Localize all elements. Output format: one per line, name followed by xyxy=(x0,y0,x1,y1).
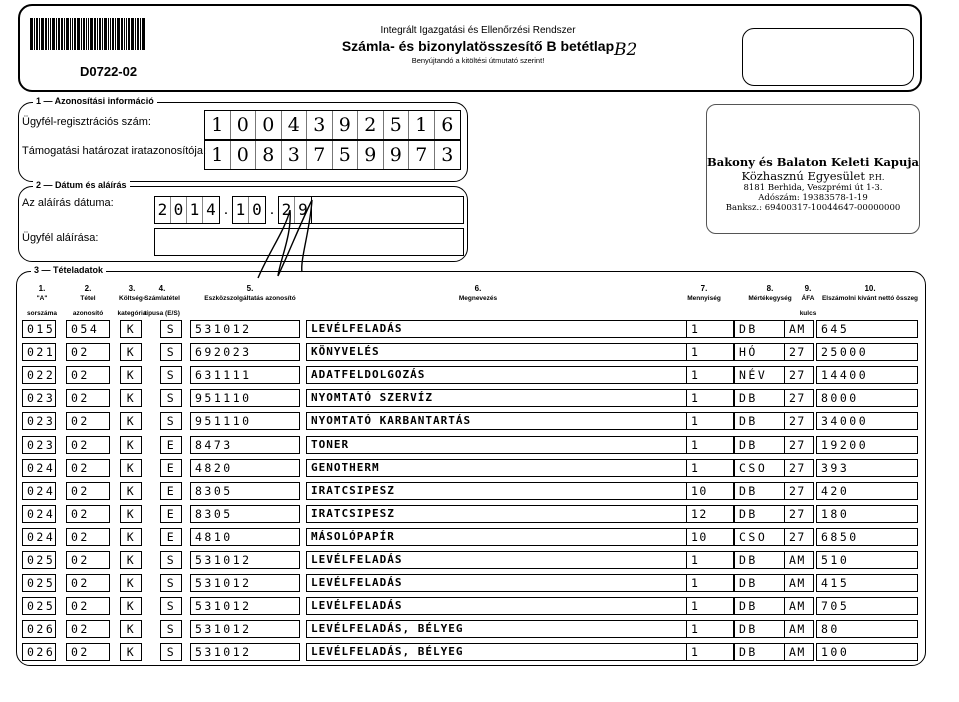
column-subtitle: kulcs xyxy=(799,310,817,317)
cell-c[interactable]: K xyxy=(120,482,142,500)
cell-g[interactable]: 12 xyxy=(686,505,734,523)
cell-j[interactable]: 180 xyxy=(816,505,918,523)
column-number: 3. xyxy=(128,284,136,293)
cell-a[interactable]: 025 xyxy=(22,597,56,615)
cell-e[interactable]: 531012 xyxy=(190,597,300,615)
cell-b[interactable]: 02 xyxy=(66,436,110,454)
barcode-bar xyxy=(74,18,76,50)
table-row xyxy=(20,459,920,477)
column-title: Eszközszolgáltatás azonosító xyxy=(204,295,296,302)
cell-g[interactable]: 1 xyxy=(686,412,734,430)
cell-j[interactable]: 393 xyxy=(816,459,918,477)
cell-b[interactable]: 02 xyxy=(66,412,110,430)
cell-e[interactable]: 631111 xyxy=(190,366,300,384)
digit-cell: 1 xyxy=(233,197,249,223)
instruction-text: Benyújtandó a kitöltési útmutató szerint! xyxy=(411,56,545,65)
digit-cell: 1 xyxy=(205,141,231,169)
barcode-bar xyxy=(104,18,107,50)
cell-i[interactable]: 27 xyxy=(784,343,814,361)
barcode-bar xyxy=(142,18,145,50)
digit-cell: 7 xyxy=(307,141,333,169)
stamp-tax-id: Adószám: 19383578-1-19 xyxy=(758,193,868,203)
cell-f[interactable]: LEVÉLFELADÁS xyxy=(306,320,692,338)
table-row xyxy=(20,528,920,546)
cell-e[interactable]: 531012 xyxy=(190,620,300,638)
barcode-bar xyxy=(88,18,89,50)
cell-d[interactable]: S xyxy=(160,643,182,661)
cell-d[interactable]: E xyxy=(160,459,182,477)
cell-h[interactable]: DB xyxy=(734,412,800,430)
column-header xyxy=(679,294,729,303)
cell-j[interactable]: 14400 xyxy=(816,366,918,384)
cell-c[interactable]: K xyxy=(120,597,142,615)
table-row xyxy=(20,597,920,615)
cell-h[interactable]: HÓ xyxy=(734,343,800,361)
cell-a[interactable]: 023 xyxy=(22,436,56,454)
stamp-address: 8181 Berhida, Veszprémi út 1-3. xyxy=(743,183,883,193)
cell-f[interactable]: NYOMTATÓ KARBANTARTÁS xyxy=(306,412,692,430)
cell-c[interactable]: K xyxy=(120,551,142,569)
cell-f[interactable]: MÁSOLÓPAPÍR xyxy=(306,528,692,546)
cell-i[interactable]: AM xyxy=(784,551,814,569)
digit-cell: 1 xyxy=(187,197,203,223)
column-number: 6. xyxy=(474,284,482,293)
column-header xyxy=(740,294,800,303)
cell-i[interactable]: AM xyxy=(784,643,814,661)
barcode-bar xyxy=(36,18,38,50)
cell-a[interactable]: 024 xyxy=(22,482,56,500)
table-row xyxy=(20,343,920,361)
barcode-bar xyxy=(81,18,82,50)
cell-e[interactable]: 4810 xyxy=(190,528,300,546)
barcode-bar xyxy=(50,18,51,50)
cell-c[interactable]: K xyxy=(120,320,142,338)
barcode-bar xyxy=(126,18,127,50)
cell-g[interactable]: 1 xyxy=(686,597,734,615)
digit-cell: 9 xyxy=(358,141,384,169)
column-number: 1. xyxy=(38,284,46,293)
cell-b[interactable]: 02 xyxy=(66,482,110,500)
cell-d[interactable]: S xyxy=(160,412,182,430)
cell-g[interactable]: 1 xyxy=(686,366,734,384)
digit-cell: 3 xyxy=(307,111,333,139)
barcode-bar xyxy=(83,18,85,50)
cell-e[interactable]: 951110 xyxy=(190,412,300,430)
cell-a[interactable]: 024 xyxy=(22,459,56,477)
cell-b[interactable]: 02 xyxy=(66,620,110,638)
cell-j[interactable]: 19200 xyxy=(816,436,918,454)
date-year[interactable] xyxy=(154,196,220,224)
column-header xyxy=(190,294,310,303)
cell-f[interactable]: IRATCSIPESZ xyxy=(306,482,692,500)
cell-d[interactable]: S xyxy=(160,620,182,638)
barcode-bar xyxy=(77,18,80,50)
cell-j[interactable]: 80 xyxy=(816,620,918,638)
column-title: Mértékegység xyxy=(748,295,792,302)
digit-cell: 0 xyxy=(252,200,262,219)
barcode-bar xyxy=(56,18,57,50)
cell-c[interactable]: K xyxy=(120,574,142,592)
barcode-bar xyxy=(61,18,63,50)
digit-cell: 0 xyxy=(231,111,257,139)
cell-j[interactable]: 25000 xyxy=(816,343,918,361)
cell-f[interactable]: TONER xyxy=(306,436,692,454)
cell-e[interactable]: 8305 xyxy=(190,482,300,500)
column-title: ÁFA xyxy=(801,295,815,302)
cell-i[interactable]: 27 xyxy=(784,505,814,523)
cell-i[interactable]: 27 xyxy=(784,412,814,430)
cell-b[interactable]: 02 xyxy=(66,366,110,384)
barcode-bar xyxy=(102,18,103,50)
cell-h[interactable]: CSO xyxy=(734,528,800,546)
cell-b[interactable]: 02 xyxy=(66,459,110,477)
cell-d[interactable]: S xyxy=(160,320,182,338)
cell-f[interactable]: LEVÉLFELADÁS, BÉLYEG xyxy=(306,620,692,638)
barcode-bar xyxy=(108,18,109,50)
cell-c[interactable]: K xyxy=(120,505,142,523)
client-reg-number-field[interactable] xyxy=(204,110,461,140)
cell-b[interactable]: 02 xyxy=(66,574,110,592)
date-separator: . xyxy=(223,201,229,218)
table-row xyxy=(20,389,920,407)
cell-i[interactable]: 27 xyxy=(784,482,814,500)
cell-j[interactable]: 100 xyxy=(816,643,918,661)
column-subtitle: kategória xyxy=(117,310,147,317)
cell-i[interactable]: AM xyxy=(784,574,814,592)
barcode-bar xyxy=(34,18,35,50)
barcode xyxy=(30,18,178,50)
cell-b[interactable]: 02 xyxy=(66,389,110,407)
barcode-bar xyxy=(45,18,47,50)
cell-f[interactable]: IRATCSIPESZ xyxy=(306,505,692,523)
cell-e[interactable]: 531012 xyxy=(190,574,300,592)
cell-a[interactable]: 025 xyxy=(22,574,56,592)
cell-a[interactable]: 023 xyxy=(22,412,56,430)
cell-h[interactable]: DB xyxy=(734,320,800,338)
table-row xyxy=(20,505,920,523)
barcode-bar xyxy=(112,18,114,50)
column-title: Megnevezés xyxy=(458,295,498,302)
table-row xyxy=(20,551,920,569)
barcode-bar xyxy=(52,18,55,50)
form-code: D0722-02 xyxy=(80,64,138,79)
grant-id-label: Támogatási határozat iratazonosítója: xyxy=(22,145,207,157)
cell-h[interactable]: DB xyxy=(734,620,800,638)
cell-e[interactable]: 531012 xyxy=(190,551,300,569)
cell-f[interactable]: LEVÉLFELADÁS xyxy=(306,574,692,592)
stamp-ph: P.H. xyxy=(868,173,885,182)
digit-cell: 5 xyxy=(333,141,359,169)
cell-e[interactable]: 8305 xyxy=(190,505,300,523)
column-title: Elszámolni kívánt nettó összeg xyxy=(821,295,919,302)
column-subtitle: azonosító xyxy=(72,310,104,317)
cell-a[interactable]: 021 xyxy=(22,343,56,361)
cell-g[interactable]: 10 xyxy=(686,528,734,546)
digit-cell: 1 xyxy=(205,111,231,139)
header-title-block xyxy=(338,25,618,65)
barcode-bar xyxy=(39,18,40,50)
barcode-bar xyxy=(97,18,98,50)
table-row xyxy=(20,620,920,638)
cell-e[interactable]: 8473 xyxy=(190,436,300,454)
cell-i[interactable]: 27 xyxy=(784,366,814,384)
barcode-bar xyxy=(137,18,139,50)
cell-d[interactable]: E xyxy=(160,505,182,523)
section-1-label: 1 — Azonosítási információ xyxy=(33,96,157,106)
digit-cell: 0 xyxy=(231,141,257,169)
cell-j[interactable]: 420 xyxy=(816,482,918,500)
barcode-bar xyxy=(99,18,101,50)
cell-g[interactable]: 1 xyxy=(686,574,734,592)
cell-i[interactable]: 27 xyxy=(784,389,814,407)
cell-g[interactable]: 1 xyxy=(686,643,734,661)
digit-cell: 7 xyxy=(409,141,435,169)
cell-e[interactable]: 531012 xyxy=(190,643,300,661)
cell-h[interactable]: DB xyxy=(734,574,800,592)
table-row xyxy=(20,643,920,661)
digit-cell: 4 xyxy=(206,200,216,219)
cell-h[interactable]: DB xyxy=(734,551,800,569)
table-row xyxy=(20,412,920,430)
barcode-bar xyxy=(70,18,71,50)
cell-j[interactable]: 8000 xyxy=(816,389,918,407)
organization-stamp xyxy=(706,104,920,234)
cell-b[interactable]: 02 xyxy=(66,505,110,523)
column-header xyxy=(810,294,930,303)
section-3-label: 3 — Tételadatok xyxy=(31,265,106,275)
cell-b[interactable]: 054 xyxy=(66,320,110,338)
stamp-bank-account: Banksz.: 69400317-10044647-00000000 xyxy=(725,203,901,213)
table-row xyxy=(20,482,920,500)
barcode-bar xyxy=(90,18,93,50)
cell-c[interactable]: K xyxy=(120,412,142,430)
signature-label: Ügyfél aláírása: xyxy=(22,232,99,244)
digit-cell: 6 xyxy=(441,114,454,136)
cell-d[interactable]: S xyxy=(160,366,182,384)
barcode-bar xyxy=(110,18,111,50)
digit-cell: 2 xyxy=(155,197,171,223)
cell-g[interactable]: 1 xyxy=(686,320,734,338)
cell-a[interactable]: 022 xyxy=(22,366,56,384)
barcode-bar xyxy=(58,18,60,50)
column-number: 2. xyxy=(84,284,92,293)
grant-id-number-field[interactable] xyxy=(204,140,461,170)
barcode-bar xyxy=(124,18,125,50)
cell-d[interactable]: S xyxy=(160,551,182,569)
digit-cell: 1 xyxy=(409,111,435,139)
cell-i[interactable]: AM xyxy=(784,597,814,615)
barcode-bar xyxy=(64,18,65,50)
stamp-org-type-text: Közhasznú Egyesület xyxy=(741,169,865,183)
cell-g[interactable]: 1 xyxy=(686,436,734,454)
stamp-org-type xyxy=(707,169,919,183)
date-box-remainder xyxy=(310,196,464,224)
column-header xyxy=(68,294,108,318)
cell-a[interactable]: 026 xyxy=(22,620,56,638)
digit-cell: 0 xyxy=(256,111,282,139)
stamp-org-name: Bakony és Balaton Keleti Kapuja xyxy=(707,155,919,169)
column-number: 4. xyxy=(158,284,166,293)
cell-h[interactable]: CSO xyxy=(734,459,800,477)
digit-cell: 2 xyxy=(279,197,295,223)
cell-c[interactable]: K xyxy=(120,436,142,454)
cell-h[interactable]: NÉV xyxy=(734,366,800,384)
cell-g[interactable]: 1 xyxy=(686,459,734,477)
barcode-bar xyxy=(131,18,134,50)
cell-j[interactable]: 34000 xyxy=(816,412,918,430)
column-header xyxy=(418,294,538,303)
cell-h[interactable]: DB xyxy=(734,643,800,661)
cell-c[interactable]: K xyxy=(120,528,142,546)
cell-i[interactable]: 27 xyxy=(784,459,814,477)
cell-e[interactable]: 692023 xyxy=(190,343,300,361)
column-number: 7. xyxy=(700,284,708,293)
cell-j[interactable]: 415 xyxy=(816,574,918,592)
cell-g[interactable]: 1 xyxy=(686,389,734,407)
cell-c[interactable]: K xyxy=(120,459,142,477)
barcode-bar xyxy=(94,18,96,50)
cell-h[interactable]: DB xyxy=(734,482,800,500)
table-row xyxy=(20,436,920,454)
barcode-bar xyxy=(135,18,136,50)
cell-f[interactable]: LEVÉLFELADÁS, BÉLYEG xyxy=(306,643,692,661)
digit-cell: 4 xyxy=(282,111,308,139)
barcode-bar xyxy=(72,18,73,50)
system-name: Integrált Igazgatási és Ellenőrzési Rendszer xyxy=(380,25,576,36)
barcode-bar xyxy=(140,18,141,50)
cell-i[interactable]: AM xyxy=(784,320,814,338)
column-title: Mennyiség xyxy=(687,295,721,302)
cell-i[interactable]: 27 xyxy=(784,528,814,546)
cell-h[interactable]: DB xyxy=(734,597,800,615)
barcode-bar xyxy=(30,18,33,50)
cell-b[interactable]: 02 xyxy=(66,343,110,361)
cell-h[interactable]: DB xyxy=(734,389,800,407)
client-reg-label: Ügyfél-regisztrációs szám: xyxy=(22,116,151,128)
cell-g[interactable]: 1 xyxy=(686,620,734,638)
table-row xyxy=(20,574,920,592)
column-subtitle: típusa (E/S) xyxy=(144,310,180,317)
barcode-bar xyxy=(86,18,87,50)
form-title: Számla- és bizonylatösszesítő B betétlap xyxy=(341,38,615,54)
cell-f[interactable]: NYOMTATÓ SZERVÍZ xyxy=(306,389,692,407)
cell-e[interactable]: 531012 xyxy=(190,320,300,338)
cell-i[interactable]: 27 xyxy=(784,436,814,454)
column-title: Költség- xyxy=(119,295,145,302)
cell-g[interactable]: 1 xyxy=(686,343,734,361)
cell-c[interactable]: K xyxy=(120,643,142,661)
date-separator: . xyxy=(269,201,275,218)
registration-stamp-box xyxy=(742,28,914,86)
barcode-bar xyxy=(41,18,44,50)
handwritten-note: B2 xyxy=(614,40,638,60)
barcode-bar xyxy=(121,18,123,50)
column-number: 10. xyxy=(864,284,876,293)
barcode-bar xyxy=(48,18,49,50)
cell-f[interactable]: LEVÉLFELADÁS xyxy=(306,597,692,615)
cell-b[interactable]: 02 xyxy=(66,528,110,546)
cell-d[interactable]: S xyxy=(160,574,182,592)
digit-cell: 9 xyxy=(298,200,308,219)
cell-a[interactable]: 023 xyxy=(22,389,56,407)
cell-i[interactable]: AM xyxy=(784,620,814,638)
cell-f[interactable]: ADATFELDOLGOZÁS xyxy=(306,366,692,384)
digit-cell: 5 xyxy=(384,111,410,139)
column-title: Tétel xyxy=(80,295,96,302)
cell-f[interactable]: LEVÉLFELADÁS xyxy=(306,551,692,569)
cell-a[interactable]: 024 xyxy=(22,528,56,546)
barcode-bar xyxy=(115,18,116,50)
column-number: 8. xyxy=(766,284,774,293)
column-title: Számlatétel xyxy=(144,295,180,302)
cell-d[interactable]: E xyxy=(160,528,182,546)
cell-d[interactable]: S xyxy=(160,389,182,407)
cell-c[interactable]: K xyxy=(120,343,142,361)
cell-b[interactable]: 02 xyxy=(66,551,110,569)
column-number: 5. xyxy=(246,284,254,293)
cell-h[interactable]: DB xyxy=(734,436,800,454)
cell-d[interactable]: E xyxy=(160,482,182,500)
digit-cell: 2 xyxy=(358,111,384,139)
cell-j[interactable]: 705 xyxy=(816,597,918,615)
column-title: "A" xyxy=(36,295,48,302)
cell-j[interactable]: 6850 xyxy=(816,528,918,546)
cell-a[interactable]: 024 xyxy=(22,505,56,523)
digit-cell: 8 xyxy=(256,141,282,169)
cell-e[interactable]: 4820 xyxy=(190,459,300,477)
cell-d[interactable]: S xyxy=(160,343,182,361)
cell-d[interactable]: S xyxy=(160,597,182,615)
cell-e[interactable]: 951110 xyxy=(190,389,300,407)
cell-d[interactable]: E xyxy=(160,436,182,454)
cell-j[interactable]: 645 xyxy=(816,320,918,338)
digit-cell: 3 xyxy=(282,141,308,169)
digit-cell: 9 xyxy=(333,111,359,139)
column-header xyxy=(22,294,62,318)
cell-a[interactable]: 015 xyxy=(22,320,56,338)
sign-date-label: Az aláírás dátuma: xyxy=(22,197,114,209)
column-header xyxy=(140,294,184,318)
cell-j[interactable]: 510 xyxy=(816,551,918,569)
barcode-bar xyxy=(128,18,130,50)
cell-a[interactable]: 026 xyxy=(22,643,56,661)
cell-g[interactable]: 1 xyxy=(686,551,734,569)
cell-c[interactable]: K xyxy=(120,366,142,384)
column-number: 9. xyxy=(804,284,812,293)
cell-h[interactable]: DB xyxy=(734,505,800,523)
cell-a[interactable]: 025 xyxy=(22,551,56,569)
barcode-bar xyxy=(117,18,120,50)
barcode-bar xyxy=(66,18,69,50)
digit-cell: 9 xyxy=(384,141,410,169)
digit-cell: 3 xyxy=(441,144,454,166)
cell-b[interactable]: 02 xyxy=(66,597,110,615)
table-row xyxy=(20,320,920,338)
table-row xyxy=(20,366,920,384)
section-2-label: 2 — Dátum és aláírás xyxy=(33,180,130,190)
cell-c[interactable]: K xyxy=(120,620,142,638)
cell-g[interactable]: 10 xyxy=(686,482,734,500)
cell-b[interactable]: 02 xyxy=(66,643,110,661)
column-subtitle: sorszáma xyxy=(27,310,57,317)
cell-f[interactable]: KÖNYVELÉS xyxy=(306,343,692,361)
cell-c[interactable]: K xyxy=(120,389,142,407)
digit-cell: 0 xyxy=(171,197,187,223)
cell-f[interactable]: GENOTHERM xyxy=(306,459,692,477)
